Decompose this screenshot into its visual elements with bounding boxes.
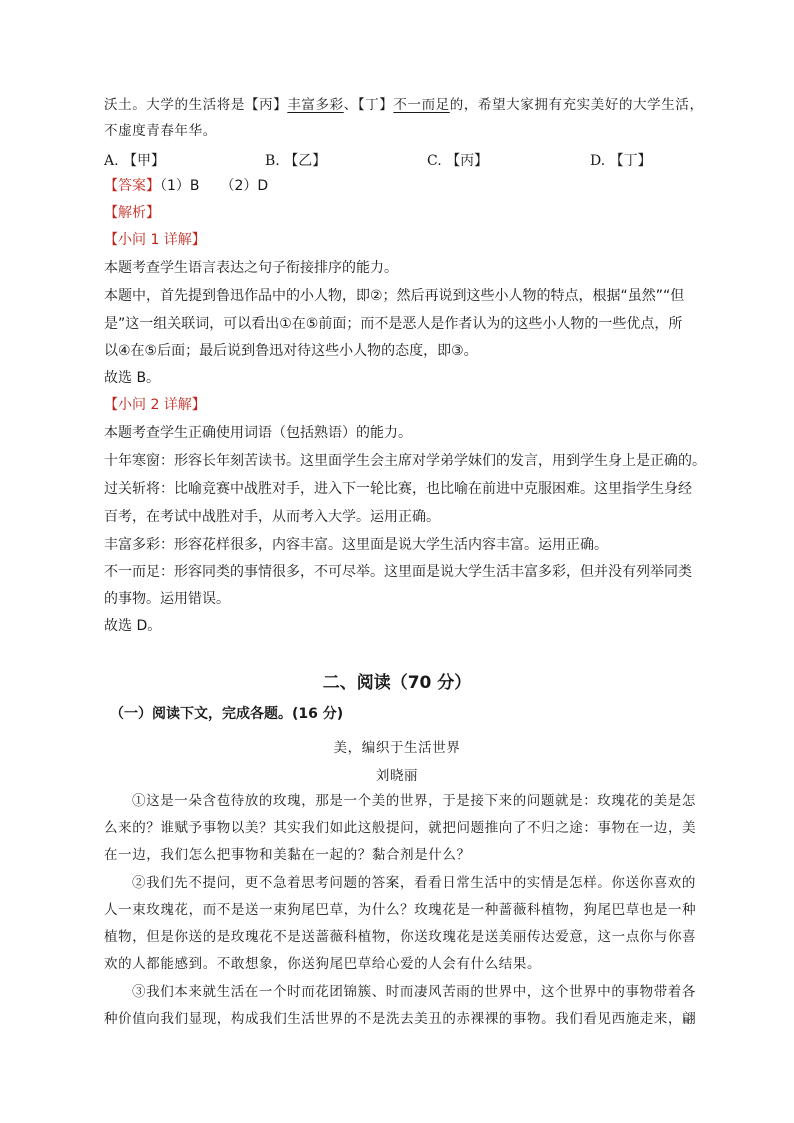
article-line-4: ②我们先不提问，更不急着思考问题的答案，看看日常生活中的实情是怎样。你送你喜欢的 bbox=[132, 875, 696, 891]
underlined-phrase-ding: 不一而足 bbox=[393, 97, 450, 113]
prev-text-e: 的，希望大家拥有充实美好的大学生活， bbox=[449, 97, 704, 113]
article-line-5: 人一束玫瑰花，而不是送一束狗尾巴草，为什么？玫瑰花是一种蔷薇科植物，狗尾巴草也是一种 bbox=[104, 902, 697, 918]
question-2-tag: 【小问 2 详解】 bbox=[104, 397, 206, 413]
q1-line-2: 本题中，首先提到鲁迅作品中的小人物，即②；然后再说到这些小人物的特点，根据“虽然”“但 bbox=[104, 288, 685, 304]
q2-line-5: 丰富多彩：形容花样很多，内容丰富。这里面是说大学生活内容丰富。运用正确。 bbox=[104, 537, 608, 553]
article-line-7: 欢的人都能感到。不敢想象，你送狗尾巴草给心爱的人会有什么结果。 bbox=[104, 956, 542, 972]
prev-text-a: 沃土。大学的生活将是【丙】 bbox=[104, 97, 288, 113]
q2-line-4: 百考，在考试中战胜对手，从而考入大学。运用正确。 bbox=[104, 509, 440, 525]
answer-text: （1）B （2）D bbox=[160, 178, 269, 194]
article-line-9: 种价值向我们显现，构成我们生活世界的不是洗去美丑的赤裸裸的事物。我们看见西施走来，翩 bbox=[104, 1011, 697, 1027]
q2-line-6: 不一而足：形容同类的事情很多，不可尽举。这里面是说大学生活丰富多彩，但并没有列举同类 bbox=[104, 564, 692, 580]
option-d: D. 【丁】 bbox=[590, 153, 652, 169]
analysis-tag: 【解析】 bbox=[104, 205, 160, 221]
article-line-6: 植物，但是你送的是玫瑰花不是送蔷薇科植物，你送玫瑰花是送美丽传达爱意，这一点你与你喜 bbox=[104, 929, 697, 945]
article-line-3: 在一边，我们怎么把事物和美黏在一起的？黏合剂是什么？ bbox=[104, 847, 471, 863]
question-1-tag: 【小问 1 详解】 bbox=[104, 232, 206, 248]
answer-tag: 【答案】 bbox=[104, 178, 160, 194]
article-title: 美，编织于生活世界 bbox=[333, 740, 461, 756]
q2-choice: 故选 D。 bbox=[104, 618, 162, 634]
option-a: A. 【甲】 bbox=[104, 153, 166, 169]
option-c: C. 【丙】 bbox=[427, 153, 489, 169]
prev-sentence-line-2: 不虚度青春年华。 bbox=[104, 123, 217, 139]
q1-line-1: 本题考查学生语言表达之句子衔接排序的能力。 bbox=[104, 260, 398, 276]
underlined-phrase-bing: 丰富多彩 bbox=[287, 97, 344, 113]
q1-line-4: 以④在⑤后面；最后说到鲁迅对待这些小人物的态度，即③。 bbox=[104, 343, 478, 359]
article-line-2: 么来的？谁赋予事物以美？其实我们如此这般提问，就把问题推向了不归之途：事物在一边，美 bbox=[104, 820, 697, 836]
q2-line-7: 的事物。运用错误。 bbox=[104, 591, 230, 607]
q2-line-2: 十年寒窗：形容长年刻苦读书。这里面学生会主席对学弟学妹们的发言，用到学生身上是正确的。 bbox=[104, 453, 706, 469]
prev-text-c: 、【丁】 bbox=[343, 97, 394, 113]
q1-line-3: 是”这一组关联词，可以看出①在⑤前面；而不是恶人是作者认为的这些小人物的一些优点，所 bbox=[104, 316, 683, 332]
section-subtitle: （一）阅读下文，完成各题。(16 分) bbox=[110, 706, 344, 722]
article-line-8: ③我们本来就生活在一个时而花团锦簇、时而凄风苦雨的世界中，这个世界中的事物带着各 bbox=[132, 984, 696, 1000]
q2-line-3: 过关斩将：比喻竞赛中战胜对手，进入下一轮比赛，也比喻在前进中克服困难。这里指学生身经 bbox=[104, 481, 692, 497]
q2-line-1: 本题考查学生正确使用词语（包括熟语）的能力。 bbox=[104, 425, 412, 441]
prev-sentence-line-1 bbox=[104, 96, 704, 114]
q1-choice: 故选 B。 bbox=[104, 370, 161, 386]
article-author: 刘晓丽 bbox=[375, 768, 419, 784]
article-line-1: ①这是一朵含苞待放的玫瑰，那是一个美的世界，于是接下来的问题就是：玫瑰花的美是怎 bbox=[132, 793, 696, 809]
option-b: B. 【乙】 bbox=[265, 153, 327, 169]
section-title: 二、阅读（70 分） bbox=[322, 673, 472, 693]
answer-line bbox=[104, 177, 268, 195]
